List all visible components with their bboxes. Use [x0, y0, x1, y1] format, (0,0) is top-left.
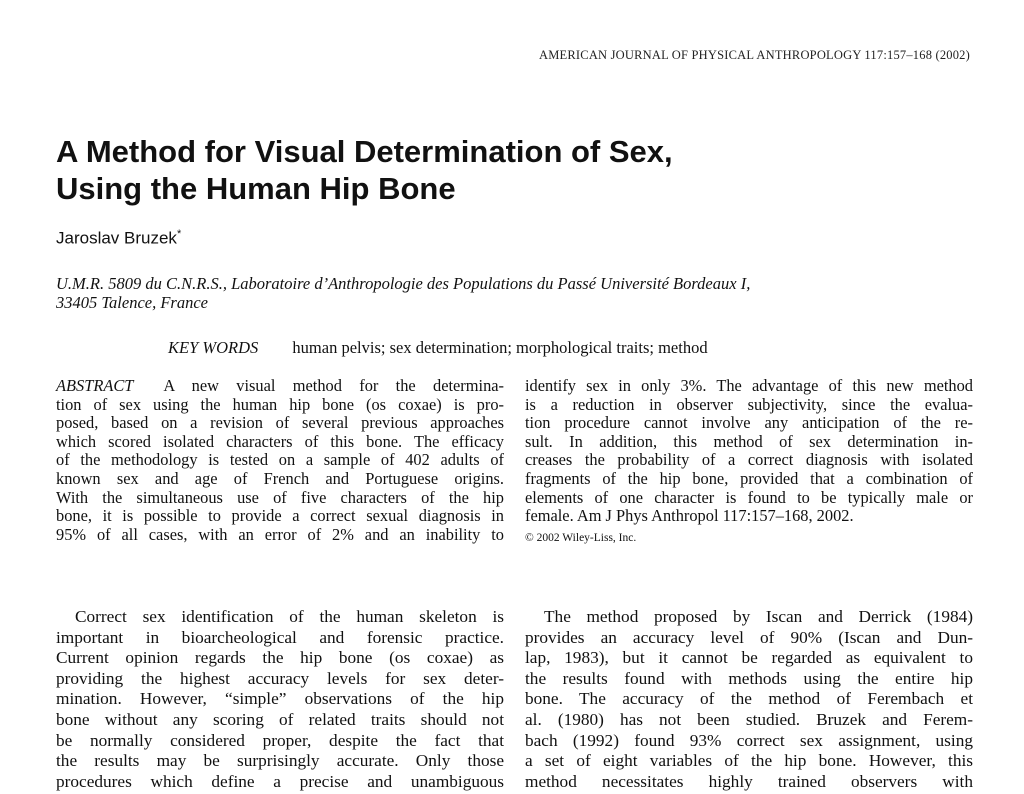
affiliation-line: 33405 Talence, France	[56, 293, 208, 312]
author-footnote-mark: *	[176, 228, 182, 240]
title-line: A Method for Visual Determination of Sex,	[56, 134, 673, 169]
body-line: providing the highest accuracy levels for sex deter-	[56, 668, 504, 688]
abstract-line: ABSTRACT A new visual method for the determina-	[56, 376, 504, 395]
keywords-label: KEY WORDS	[168, 338, 259, 357]
body-line: the results found with methods using the entire hip	[525, 668, 973, 688]
abstract-line: 95% of all cases, with an error of 2% and an inability to	[56, 524, 504, 544]
author-name: Jaroslav Bruzek	[56, 228, 177, 248]
body-left-column	[56, 607, 504, 792]
abstract-line: With the simultaneous use of five characters of the hip	[56, 487, 504, 507]
abstract-line: of the methodology is tested on a sample of 402 adults of	[56, 450, 504, 470]
affiliation	[56, 274, 956, 312]
body-line: procedures which define a precise and unambiguous	[56, 771, 504, 791]
body-line: method necessitates highly trained observers with	[525, 771, 973, 791]
body-line: a set of eight variables of the hip bone. However, this	[525, 751, 973, 771]
abstract-line: known sex and age of French and Portuguese origins.	[56, 468, 504, 488]
body-line: provides an accuracy level of 90% (Iscan and Dun-	[525, 627, 973, 647]
body-right-column	[525, 607, 973, 792]
abstract-line: female. Am J Phys Anthropol 117:157–168, 2002.	[525, 506, 854, 526]
abstract-line: fragments of the hip bone, provided that a combination of	[525, 468, 973, 488]
abstract-left-column	[56, 377, 504, 544]
body-line: be normally considered proper, despite the fact that	[56, 730, 504, 750]
abstract-line: elements of one character is found to be typically male or	[525, 487, 973, 507]
abstract-line: tion procedure cannot involve any anticipation of the re-	[525, 413, 973, 433]
body-line: Correct sex identification of the human skeleton is	[75, 607, 504, 626]
abstract-line: posed, based on a revision of several previous approaches	[56, 413, 504, 433]
article-title	[56, 133, 956, 207]
abstract-line: which scored isolated characters of this bone. The efficacy	[56, 431, 504, 451]
body-line: lap, 1983), but it cannot be regarded as equivalent to	[525, 648, 973, 668]
body-line: the results may be surprisingly accurate. Only those	[56, 751, 504, 771]
abstract-label: ABSTRACT	[56, 376, 134, 395]
body-line: al. (1980) has not been studied. Bruzek and Ferem-	[525, 709, 973, 729]
abstract-line: is a reduction in observer subjectivity, since the evalua-	[525, 394, 973, 414]
abstract-line: identify sex in only 3%. The advantage of this new method	[525, 376, 973, 395]
body-line: bone. The accuracy of the method of Ferembach et	[525, 689, 973, 709]
body-line: bach (1992) found 93% correct sex assignment, using	[525, 730, 973, 750]
keywords	[168, 338, 708, 358]
body-line: Current opinion regards the hip bone (os coxae) as	[56, 648, 504, 668]
running-head: AMERICAN JOURNAL OF PHYSICAL ANTHROPOLOGY 117:157–168 (2002)	[539, 48, 970, 62]
affiliation-line: U.M.R. 5809 du C.N.R.S., Laboratoire d’Anthropologie des Populations du Passé Université Bordeaux I,	[56, 274, 751, 293]
body-line: The method proposed by Iscan and Derrick (1984)	[544, 607, 973, 626]
copyright-notice: © 2002 Wiley-Liss, Inc.	[525, 531, 637, 544]
keywords-text: human pelvis; sex determination; morphological traits; method	[292, 338, 708, 357]
body-line: mination. However, “simple” observations of the hip	[56, 689, 504, 709]
author	[56, 228, 181, 249]
abstract-line: bone, it is possible to provide a correct sexual diagnosis in	[56, 506, 504, 526]
body-line: important in bioarcheological and forensic practice.	[56, 627, 504, 647]
abstract-line: creases the probability of a correct diagnosis with isolated	[525, 450, 973, 470]
abstract-right-column	[525, 377, 973, 547]
abstract-line: sult. In addition, this method of sex determination in-	[525, 431, 973, 451]
title-line: Using the Human Hip Bone	[56, 171, 456, 206]
abstract-line: tion of sex using the human hip bone (os coxae) is pro-	[56, 394, 504, 414]
body-line: bone without any scoring of related traits should not	[56, 709, 504, 729]
